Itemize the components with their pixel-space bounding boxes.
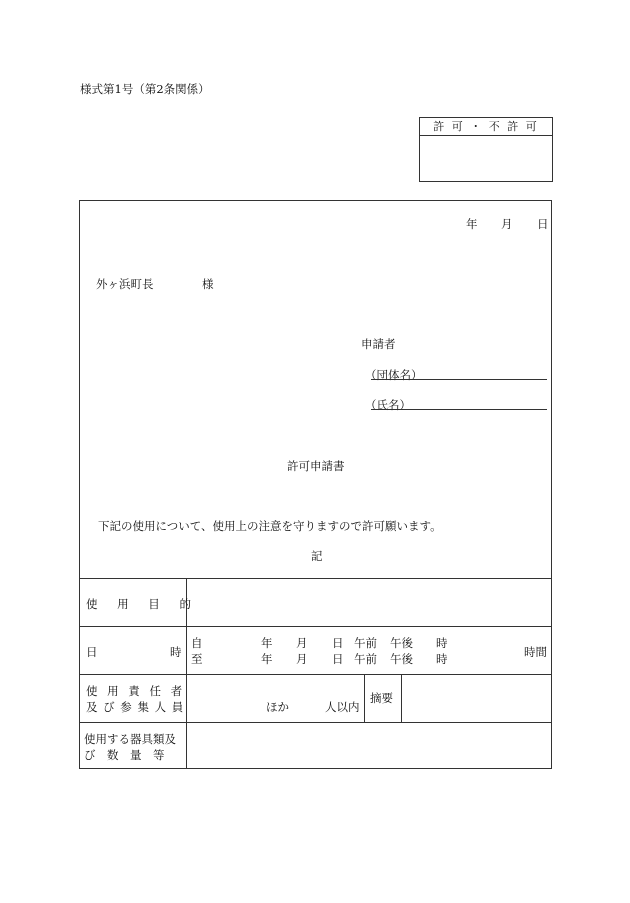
- datetime-to-am: 午前: [354, 652, 377, 666]
- equipment-label-line2: び 数 量 等: [84, 748, 165, 762]
- equipment-field[interactable]: [187, 723, 551, 768]
- datetime-to-day: 日: [332, 652, 344, 666]
- purpose-label: 使 用 目 的: [86, 597, 199, 611]
- addressee-honorific: 様: [202, 277, 214, 291]
- remarks-label: 摘要: [370, 691, 393, 705]
- purpose-field[interactable]: [187, 579, 551, 626]
- application-form: [79, 200, 552, 769]
- table-row-datetime: [80, 627, 551, 674]
- remarks-field[interactable]: [402, 675, 551, 722]
- datetime-from: 自: [191, 636, 203, 650]
- datetime-to-month: 月: [296, 652, 308, 666]
- applicant-label: 申請者: [361, 337, 396, 351]
- datetime-from-pm: 午後: [390, 636, 413, 650]
- form-number: 様式第1号（第2条関係）: [80, 82, 210, 96]
- datetime-to-year: 年: [261, 652, 273, 666]
- permit-status-box: [419, 117, 553, 182]
- equipment-label-line1: 使用する器具類及: [84, 732, 176, 746]
- datetime-label-right: 時: [170, 645, 182, 659]
- datetime-duration-label: 時間: [524, 645, 547, 659]
- datetime-to-pm: 午後: [390, 652, 413, 666]
- applicant-org-field[interactable]: [371, 379, 547, 380]
- table-row-equipment: [80, 723, 551, 768]
- date-year: 年: [466, 217, 478, 231]
- date-month: 月: [501, 217, 513, 231]
- applicant-name-label: （氏名）: [365, 398, 411, 412]
- table-row-responsible: [80, 675, 551, 722]
- document-ki: 記: [311, 549, 323, 563]
- applicant-org-label: （団体名）: [365, 368, 423, 382]
- permit-status-label: 許 可 ・ 不 許 可: [420, 118, 552, 136]
- datetime-from-hour: 時: [436, 636, 448, 650]
- remarks-divider-left: [364, 675, 365, 722]
- datetime-label-left: 日: [86, 645, 98, 659]
- responsible-label-line1: 使 用 責 任 者: [86, 684, 186, 698]
- datetime-from-month: 月: [296, 636, 308, 650]
- table-row-purpose: [80, 579, 551, 626]
- responsible-label-line2: 及 び 参 集 人 員: [86, 700, 185, 714]
- datetime-to-hour: 時: [436, 652, 448, 666]
- permit-status-stamp-area[interactable]: [420, 136, 552, 181]
- date-day: 日: [537, 217, 549, 231]
- datetime-from-am: 午前: [354, 636, 377, 650]
- addressee-name: 外ヶ浜町長: [96, 277, 154, 291]
- applicant-name-field[interactable]: [371, 409, 547, 410]
- datetime-to: 至: [191, 652, 203, 666]
- datetime-from-day: 日: [332, 636, 344, 650]
- document-title: 許可申請書: [287, 459, 345, 473]
- responsible-within: 人以内: [325, 700, 360, 714]
- document-body: 下記の使用について、使用上の注意を守りますので許可願います。: [98, 519, 442, 533]
- responsible-others: ほか: [266, 700, 289, 714]
- datetime-from-year: 年: [261, 636, 273, 650]
